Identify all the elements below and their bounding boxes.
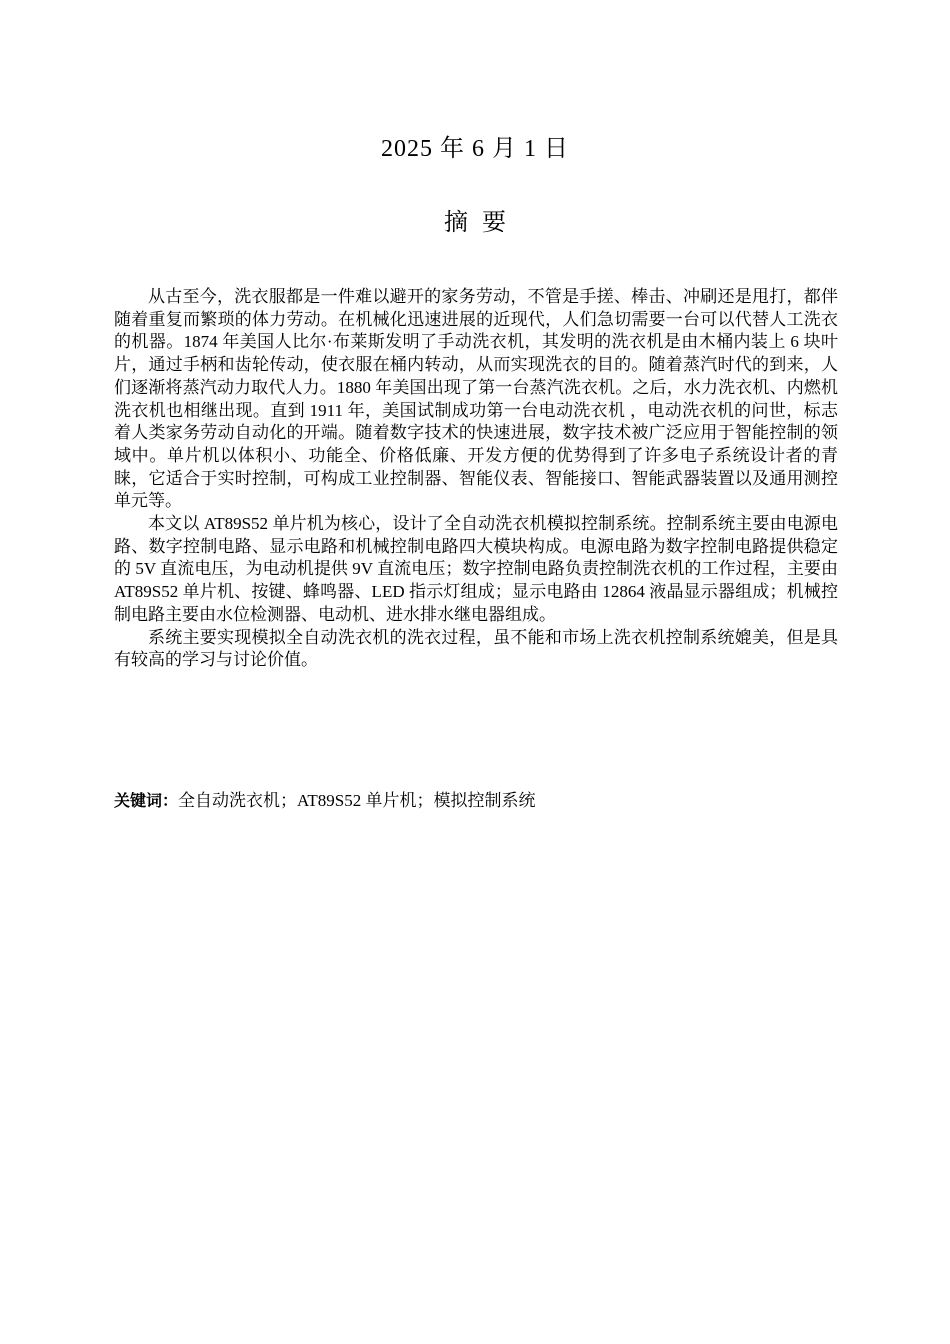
abstract-body [114, 286, 838, 672]
date-line: 2025 年 6 月 1 日 [381, 136, 569, 162]
abstract-paragraph-3: 系统主要实现模拟全自动洗衣机的洗衣过程，虽不能和市场上洗衣机控制系统媲美，但是具有较高的学习与讨论价值。 [114, 627, 838, 670]
abstract-title: 摘要 [444, 210, 520, 236]
keywords-value: 全自动洗衣机；AT89S52 单片机；模拟控制系统 [178, 791, 536, 810]
keywords-label: 关键词： [114, 791, 179, 810]
abstract-paragraph-2: 本文以 AT89S52 单片机为核心，设计了全自动洗衣机模拟控制系统。控制系统主要由电源电路、数字控制电路、显示电路和机械控制电路四大模块构成。电源电路为数字控制电路提供稳定的 5V 直流电压，为电动机提供 9V 直流电压；数字控制电路负责控制洗衣机的工作过程，主要由 AT89S52 单片机、按键、蜂鸣器、LED 指示灯组成；显示电路由 12864 液晶显示器组成；机械控制电路主要由水位检测器、电动机、进水排水继电器组成。 [114, 514, 838, 624]
keywords-line [114, 790, 838, 812]
abstract-paragraph-1: 从古至今，洗衣服都是一件难以避开的家务劳动，不管是手搓、棒击、冲刷还是甩打，都伴随着重复而繁琐的体力劳动。在机械化迅速进展的近现代，人们急切需要一台可以代替人工洗衣的机器。1874 年美国人比尔·布莱斯发明了手动洗衣机，其发明的洗衣机是由木桶内装上 6 块叶片，通过手柄和齿轮传动，使衣服在桶内转动，从而实现洗衣的目的。随着蒸汽时代的到来，人们逐渐将蒸汽动力取代人力。1880 年美国出现了第一台蒸汽洗衣机。之后，水力洗衣机、内燃机洗衣机也相继出现。直到 1911 年，美国试制成功第一台电动洗衣机 ，电动洗衣机的问世，标志着人类家务劳动自动化的开端。随着数字技术的快速进展，数字技术被广泛应用于智能控制的领域中。单片机以体积小、功能全、价格低廉、开发方便的优势得到了许多电子系统设计者的青睐，它适合于实时控制，可构成工业控制器、智能仪表、智能接口、智能武器装置以及通用测控单元等。 [114, 287, 838, 511]
